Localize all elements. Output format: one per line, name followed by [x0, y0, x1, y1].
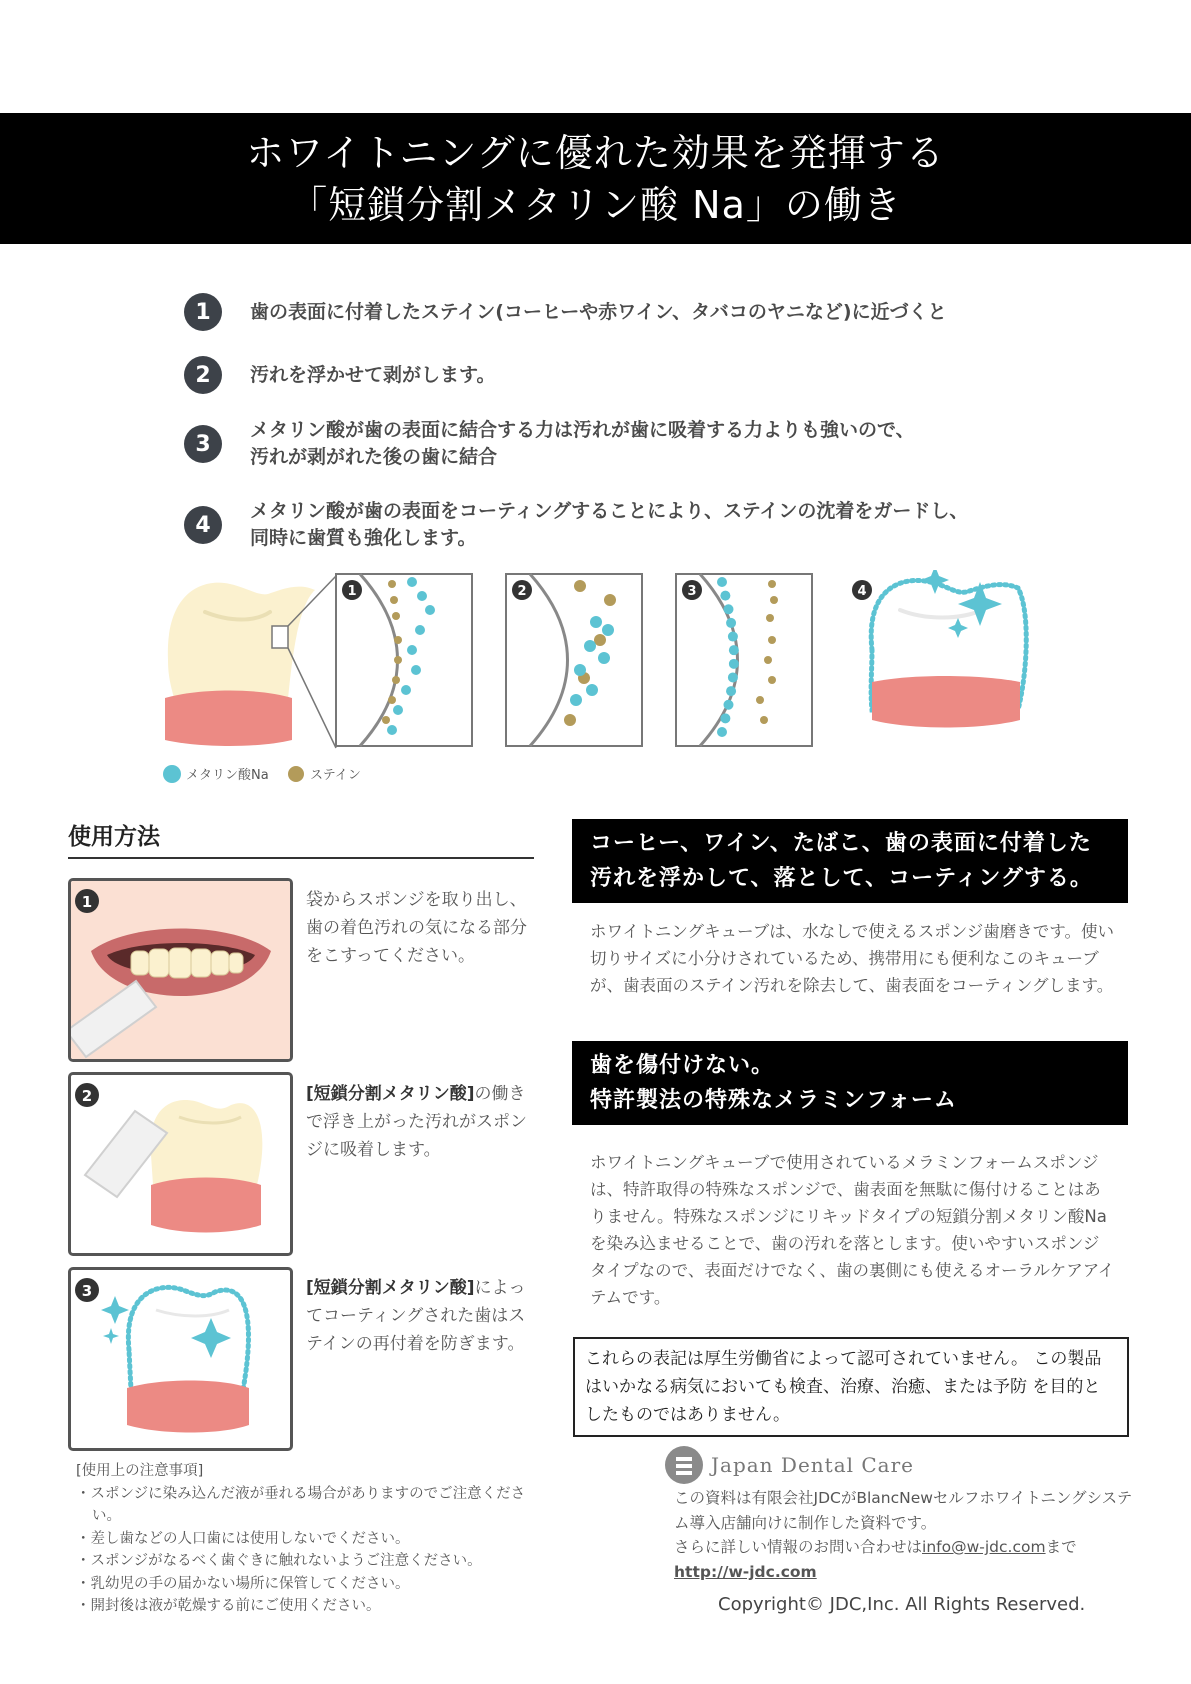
step-1	[184, 293, 947, 331]
stain-particle	[574, 580, 586, 592]
metaphosphate-particle	[728, 672, 738, 682]
stain-particle	[766, 614, 774, 622]
metaphosphate-particle	[415, 625, 425, 635]
metaphosphate-particle	[717, 727, 727, 737]
metaphosphate-particle	[387, 725, 397, 735]
metaphosphate-particle	[425, 605, 435, 615]
contact-email-link[interactable]: info@w-jdc.com	[922, 1538, 1046, 1556]
contact-info: この資料は有限会社JDCがBlancNewセルフホワイトニングシステム導入店舗向けに制作した資料です。 さらに詳しい情報のお問い合わせはinfo@w-jdc.comまで	[674, 1489, 1133, 1556]
diagram-panel-3	[676, 574, 812, 746]
section1-body: ホワイトニングキューブは、水なしで使えるスポンジ歯磨きです。使い切りサイズに小分けされているため、携帯用にも便利なこのキューブが、歯表面のステイン汚れを除去して、歯表面をコーティングします。	[590, 922, 1114, 995]
howto-num-1: 1	[81, 893, 93, 911]
title-line-2: 「短鎖分割メタリン酸 Na」の働き	[289, 183, 902, 227]
step-text-3b: 汚れが剥がれた後の歯に結合	[250, 446, 498, 468]
howto-image-2	[68, 1072, 293, 1256]
title-line-1: ホワイトニングに優れた効果を発揮する	[246, 131, 945, 175]
step-text-4b: 同時に歯質も強化します。	[250, 527, 477, 549]
metaphosphate-particle	[729, 645, 739, 655]
step-number-3: 3	[184, 425, 222, 463]
stain-particle	[768, 580, 776, 588]
metaphosphate-particle	[393, 705, 403, 715]
disclaimer-box: これらの表記は厚生労働省によって認可されていません。 この製品はいかなる病気においても検査、治療、治癒、または予防 を目的としたものではありません。	[573, 1337, 1129, 1437]
note-item: ・スポンジに染み込んだ液が垂れる場合がありますのでご注意ください。	[76, 1485, 526, 1524]
diagram-gum-4	[872, 676, 1020, 728]
metaphosphate-particle	[729, 659, 739, 669]
note-item: ・差し歯などの人口歯には使用しないでください。	[76, 1530, 410, 1547]
note-item: ・スポンジがなるべく歯ぐきに触れないようご注意ください。	[76, 1553, 482, 1569]
howto-num-3: 3	[81, 1282, 93, 1300]
note-item: ・乳幼児の手の届かない場所に保管してください。	[76, 1575, 410, 1592]
metaphosphate-particle	[598, 652, 610, 664]
step-number-4: 4	[184, 506, 222, 544]
stain-particle	[760, 716, 768, 724]
copyright: Copyright© JDC,Inc. All Rights Reserved.	[718, 1594, 1086, 1615]
metaphosphate-particle	[411, 665, 421, 675]
diagram-zoom-marker	[272, 626, 288, 648]
step-number-2: 2	[184, 356, 222, 394]
usage-notes	[76, 1460, 546, 1618]
metaphosphate-particle	[407, 645, 417, 655]
stain-particle	[382, 716, 390, 724]
metaphosphate-particle	[602, 624, 614, 636]
stain-particle	[764, 656, 772, 664]
title-banner	[0, 113, 1191, 244]
metaphosphate-particle	[728, 632, 738, 642]
stain-particle	[770, 596, 778, 604]
diagram-panel-num-4: 4	[857, 584, 867, 599]
metaphosphate-particle	[570, 694, 582, 706]
stain-particle	[756, 696, 764, 704]
stain-particle	[394, 636, 402, 644]
diagram-panel-num-1: 1	[347, 584, 357, 599]
metaphosphate-particle	[401, 685, 411, 695]
step-text-2: 汚れを浮かせて剥がします。	[250, 363, 496, 386]
legend-stain-swatch	[288, 766, 304, 782]
logo-icon	[665, 1446, 703, 1484]
diagram-panel-1	[336, 574, 472, 746]
metaphosphate-particle	[720, 713, 730, 723]
metaphosphate-particle	[720, 591, 730, 601]
stain-particle	[390, 596, 398, 604]
step-text-4a: メタリン酸が歯の表面をコーティングすることにより、ステインの沈着をガードし、	[250, 500, 969, 522]
section2-heading: 歯を傷付けない。 特許製法の特殊なメラミンフォーム	[572, 1041, 1128, 1125]
stain-particle	[768, 676, 776, 684]
stain-particle	[394, 656, 402, 664]
stain-particle	[768, 636, 776, 644]
stain-particle	[594, 634, 606, 646]
metaphosphate-particle	[723, 700, 733, 710]
step-number-1: 1	[184, 293, 222, 331]
stain-particle	[388, 696, 396, 704]
note-item: ・開封後は液が乾燥する前にご使用ください。	[76, 1598, 381, 1614]
stain-particle	[388, 580, 396, 588]
step-2	[184, 356, 495, 394]
step-text-3a: メタリン酸が歯の表面に結合する力は汚れが歯に吸着する力よりも強いので、	[250, 419, 915, 441]
diagram-gum	[165, 691, 292, 747]
step-4	[184, 498, 968, 552]
website-link[interactable]: http://w-jdc.com	[674, 1563, 817, 1581]
stain-particle	[604, 594, 616, 606]
legend-stain-label: ステイン	[310, 768, 361, 783]
section2-body: ホワイトニングキューブで使用されているメラミンフォームスポンジは、特許取得の特殊なスポンジで、歯表面を無駄に傷付けることはありません。特殊なスポンジにリキッドタイプの短鎖分割メタリン酸Naを染み込ませることで、歯の汚れを落とします。使いやすいスポンジタイプなので、表面だけでなく、歯の裏側にも使えるオーラルケアアイテムです。	[590, 1153, 1115, 1307]
logo-text: Japan Dental Care	[711, 1453, 914, 1477]
company-logo	[665, 1446, 914, 1484]
metaphosphate-particle	[417, 591, 427, 601]
metaphosphate-particle	[407, 577, 417, 587]
mechanism-diagram	[160, 570, 1040, 810]
howto-text-1: 袋からスポンジを取り出し、歯の着色汚れの気になる部分をこすってください。	[306, 890, 527, 966]
howto-image-1	[68, 878, 293, 1062]
stain-particle	[392, 612, 400, 620]
stain-particle	[564, 714, 576, 726]
metaphosphate-particle	[574, 664, 586, 676]
diagram-panel-num-2: 2	[517, 584, 527, 599]
metaphosphate-particle	[586, 684, 598, 696]
diagram-panel-num-3: 3	[687, 584, 697, 599]
stain-particle	[392, 676, 400, 684]
metaphosphate-particle	[717, 577, 727, 587]
step-text-1: 歯の表面に付着したステイン(コーヒーや赤ワイン、タバコのヤニなど)に近づくと	[250, 300, 947, 323]
howto-image-3	[68, 1267, 293, 1451]
howto-text-2: [短鎖分割メタリン酸]の働きで浮き上がった汚れがスポンジに吸着します。	[306, 1084, 527, 1160]
metaphosphate-particle	[723, 604, 733, 614]
howto-num-2: 2	[81, 1087, 93, 1105]
step-3	[184, 417, 915, 471]
metaphosphate-particle	[584, 640, 596, 652]
metaphosphate-particle	[726, 618, 736, 628]
notes-title: [使用上の注意事項]	[76, 1463, 204, 1479]
metaphosphate-particle	[726, 686, 736, 696]
howto-title: 使用方法	[68, 818, 534, 859]
howto-text-3: [短鎖分割メタリン酸]によってコーティングされた歯はステインの再付着を防ぎます。	[306, 1278, 526, 1354]
metaphosphate-particle	[590, 616, 602, 628]
legend-metaphosphate-swatch	[163, 765, 181, 783]
section1-heading: コーヒー、ワイン、たばこ、歯の表面に付着した 汚れを浮かして、落として、コーティングする。	[572, 819, 1128, 903]
legend-metaphosphate-label: メタリン酸Na	[186, 768, 269, 783]
